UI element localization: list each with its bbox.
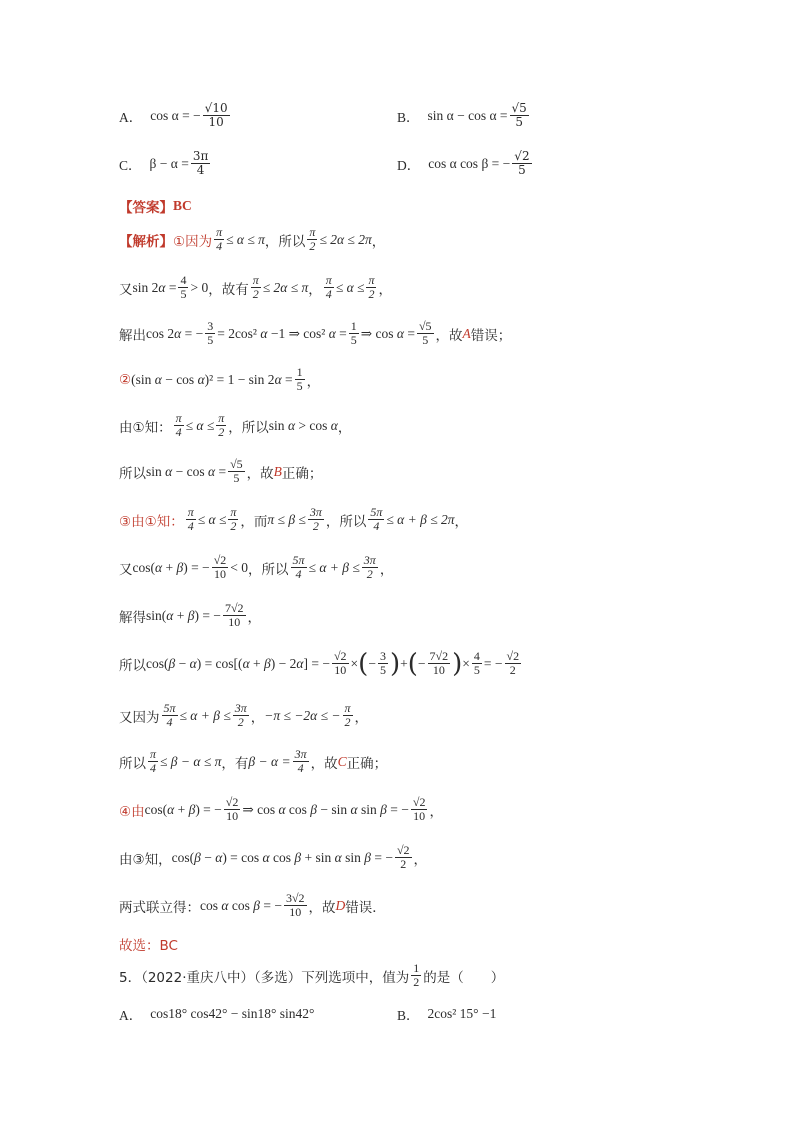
- option-c: [119, 150, 212, 177]
- text: 错误．: [345, 899, 386, 916]
- fraction: $\frac{4}{5}$: [473, 649, 480, 677]
- text: 所以: [119, 755, 146, 772]
- option-expr: 2cos² 15° −1: [427, 1006, 497, 1021]
- fraction: $\frac{1}{5}$: [296, 365, 303, 393]
- fraction: $\frac{4}{5}$: [180, 273, 187, 301]
- fraction: $\frac{\pi}{4}$: [216, 225, 223, 253]
- fraction: $\frac{1}{5}$: [350, 319, 357, 347]
- analysis-line-9: 解得 sin(α + β) = − $\frac{7√2}{10}$ ，: [119, 601, 262, 629]
- option-expr: cos α = −: [150, 107, 201, 123]
- fraction: $\frac{\pi}{2}$: [309, 225, 316, 253]
- fraction: $\frac{√2}{10}$: [225, 795, 239, 823]
- text: ①因为: [173, 233, 213, 250]
- text: ③由①知：: [119, 513, 184, 530]
- fraction: $\frac{5\pi}{4}$: [163, 701, 176, 729]
- text: ，故: [308, 899, 336, 916]
- text: 正确；: [346, 755, 388, 772]
- fraction: $\frac{\pi}{2}$: [344, 701, 351, 729]
- fraction: $\frac{\pi}{2}$: [218, 411, 225, 439]
- fraction: $\frac{\pi}{2}$: [368, 273, 375, 301]
- text: ，故: [435, 327, 463, 344]
- text: ②: [119, 371, 132, 388]
- text: 解出: [119, 327, 146, 344]
- fraction: $\frac{\pi}{4}$: [187, 505, 194, 533]
- analysis-line-5: 由①知： $\frac{\pi}{4}$ ≤ α ≤ $\frac{\pi}{2}$ ，所以 sin α > cos α ，: [119, 411, 352, 439]
- analysis-label: 【解析】: [119, 233, 173, 250]
- analysis-line-3: 解出 cos 2α = − $\frac{3}{5}$ = 2cos² α −1 ⇒ cos² α = $\frac{1}{5}$ ⇒ cos α = $\frac{√5}{5}$ ，故 A 错误；: [119, 319, 512, 347]
- fraction: [512, 150, 531, 177]
- numerator: √2: [514, 149, 530, 163]
- fraction: $\frac{√5}{5}$: [230, 457, 243, 485]
- option-letter: D．: [397, 157, 421, 173]
- fraction: $\frac{1}{2}$: [413, 961, 420, 989]
- q5-option-a: [119, 1004, 314, 1024]
- analysis-line-6: 所以 sin α − cos α = $\frac{√5}{5}$ ，故 B 正确；: [119, 457, 323, 485]
- fraction: $\frac{3\pi}{2}$: [363, 553, 376, 581]
- text: ，而: [240, 513, 268, 530]
- text: 故选：BC: [119, 938, 178, 954]
- text: ④由: [119, 803, 145, 820]
- analysis-line-8: 又 cos(α + β) = − $\frac{√2}{10}$ < 0 ，所以 $\frac{5\pi}{4}$ ≤ α + β ≤ $\frac{3\pi}{2}$ ，: [119, 553, 394, 581]
- fraction: $\frac{√2}{10}$: [213, 553, 227, 581]
- option-expr: cos α cos β = −: [428, 155, 511, 171]
- text: ，所以: [325, 513, 367, 530]
- option-b: [397, 102, 531, 129]
- fraction: $\frac{3}{5}$: [379, 649, 386, 677]
- numerator: 3π: [192, 149, 209, 163]
- answer-line: [119, 196, 192, 216]
- fraction: $\frac{\pi}{4}$: [325, 273, 332, 301]
- analysis-line-10: 所以 cos(β − α) = cos[(α + β) − 2α] = − $\frac{√2}{10}$ × ( − $\frac{3}{5}$ ) + ( − $\frac{7√2}{10}$ ) × $\frac{4}{5}$ = − $\frac{√2}{2}$: [119, 648, 520, 679]
- option-letter: A．: [119, 109, 143, 125]
- option-expr: sin α − cos α =: [427, 107, 508, 123]
- text: 由①知：: [119, 419, 172, 436]
- text: ，故: [246, 465, 274, 482]
- fraction: $\frac{3\pi}{4}$: [294, 747, 307, 775]
- analysis-line-13: ④由 cos(α + β) = − $\frac{√2}{10}$ ⇒ cos α cos β − sin α sin β = − $\frac{√2}{10}$ ，: [119, 795, 443, 823]
- text: ，所以: [228, 419, 269, 436]
- denominator: 10: [208, 115, 224, 129]
- conclusion: [119, 934, 178, 954]
- option-letter: C．: [119, 157, 142, 173]
- text: 解得: [119, 609, 146, 626]
- text: 两式联立得：: [119, 899, 200, 916]
- option-d: [397, 150, 534, 177]
- text: ，故: [310, 755, 338, 772]
- analysis-line-12: 所以 $\frac{\pi}{4}$ ≤ β − α ≤ π ，有 β − α = $\frac{3\pi}{4}$ ，故 C 正确；: [119, 747, 388, 775]
- fraction: $\frac{7√2}{10}$: [224, 601, 244, 629]
- text: 又因为: [119, 709, 160, 726]
- fraction: $\frac{\pi}{4}$: [175, 411, 182, 439]
- text: ，所以: [248, 561, 289, 578]
- text: ，故有: [208, 281, 249, 298]
- option-a: [119, 102, 232, 129]
- fraction: $\frac{√2}{2}$: [396, 843, 410, 871]
- option-expr: cos18° cos42° − sin18° sin42°: [150, 1006, 315, 1021]
- text: 错误；: [470, 327, 512, 344]
- fraction: [203, 102, 230, 129]
- analysis-line-11: 又因为 $\frac{5\pi}{4}$ ≤ α + β ≤ $\frac{3\pi}{2}$ ， −π ≤ −2α ≤ − $\frac{\pi}{2}$ ，: [119, 701, 369, 729]
- answer-value: BC: [173, 198, 192, 213]
- option-expr: β − α =: [149, 155, 189, 171]
- q5-stem: [119, 962, 504, 989]
- denominator: 5: [515, 115, 523, 129]
- text: 由③知，: [119, 851, 172, 868]
- numerator: √5: [511, 101, 527, 115]
- option-letter: B．: [397, 1008, 420, 1023]
- fraction: [510, 102, 529, 129]
- analysis-line-14: 由③知， cos(β − α) = cos α cos β + sin α sin β = − $\frac{√2}{2}$ ，: [119, 843, 428, 871]
- analysis-line-2: 又 sin 2α = $\frac{4}{5}$ > 0 ，故有 $\frac{\pi}{2}$ ≤ 2α ≤ π ， $\frac{\pi}{4}$ ≤ α ≤ $\frac{\pi}{2}$ ，: [119, 273, 392, 301]
- fraction: $\frac{√2}{10}$: [333, 649, 347, 677]
- text: 所以: [119, 465, 146, 482]
- analysis-line-1: 【解析】 ①因为 $\frac{\pi}{4}$ ≤ α ≤ π ，所以 $\frac{\pi}{2}$ ≤ 2α ≤ 2π ，: [119, 225, 386, 253]
- numerator: √10: [204, 101, 228, 115]
- fraction: $\frac{3√2}{10}$: [285, 891, 305, 919]
- fraction: $\frac{7√2}{10}$: [429, 649, 449, 677]
- text: ，所以: [264, 233, 306, 250]
- text: ，有: [221, 755, 249, 772]
- analysis-line-15: 两式联立得： cos α cos β = − $\frac{3√2}{10}$ ，故 D 错误．: [119, 891, 386, 919]
- fraction: $\frac{\pi}{4}$: [150, 747, 157, 775]
- text: 的是（ ）: [423, 969, 505, 986]
- fraction: $\frac{\pi}{2}$: [230, 505, 237, 533]
- text: 又: [119, 561, 133, 578]
- fraction: $\frac{√2}{2}$: [506, 649, 520, 677]
- text: 所以: [119, 657, 146, 674]
- fraction: $\frac{√2}{10}$: [412, 795, 426, 823]
- denominator: 5: [518, 163, 526, 177]
- fraction: $\frac{3}{5}$: [207, 319, 214, 347]
- option-letter: A．: [119, 1008, 143, 1023]
- fraction: $\frac{3\pi}{2}$: [234, 701, 247, 729]
- fraction: $\frac{5\pi}{4}$: [370, 505, 383, 533]
- text: 正确；: [281, 465, 323, 482]
- denominator: 4: [196, 163, 205, 177]
- analysis-line-4: ② (sin α − cos α)² = 1 − sin 2α = $\frac{1}{5}$ ，: [119, 365, 321, 393]
- fraction: $\frac{√5}{5}$: [418, 319, 432, 347]
- answer-label: 【答案】: [119, 200, 173, 216]
- fraction: $\frac{3\pi}{2}$: [309, 505, 322, 533]
- fraction: [191, 150, 211, 177]
- analysis-line-7: ③由①知： $\frac{\pi}{4}$ ≤ α ≤ $\frac{\pi}{2}$ ，而 π ≤ β ≤ $\frac{3\pi}{2}$ ，所以 $\frac{5\pi}{4}$ ≤ α + β ≤ 2π ，: [119, 505, 469, 533]
- fraction: $\frac{5\pi}{4}$: [292, 553, 305, 581]
- option-letter: B．: [397, 109, 420, 125]
- q5-option-b: [397, 1004, 496, 1024]
- text: 又: [119, 281, 133, 298]
- fraction: $\frac{\pi}{2}$: [252, 273, 259, 301]
- text: 5．（2022·重庆八中）（多选）下列选项中，值为: [119, 969, 410, 986]
